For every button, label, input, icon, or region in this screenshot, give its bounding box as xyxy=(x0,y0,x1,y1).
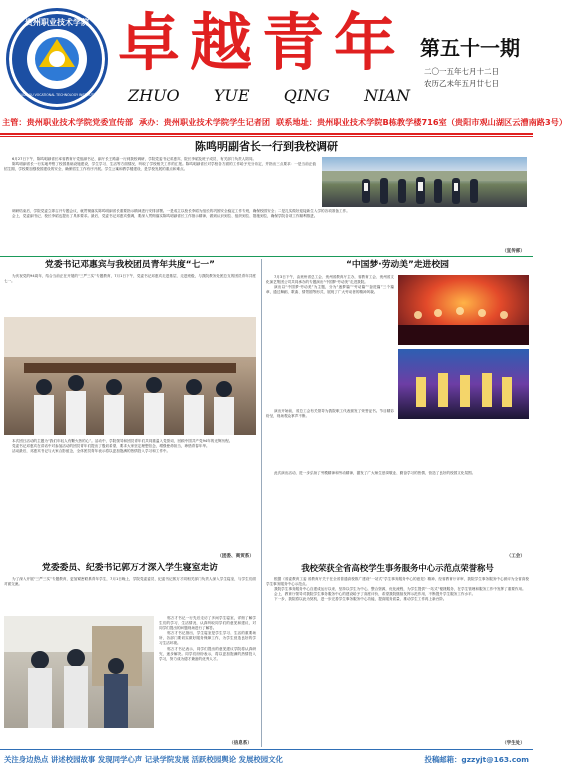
lead-article-body-bottom xyxy=(4,209,529,219)
exam-paragraph: 郭万才书记表示，同学们提出的意见建议学院将认真研究，逐步解决。同学们纷纷表示，将以更加饱满的热情投入学习，努力成为德才兼备的优秀人才。 xyxy=(159,646,256,661)
issue-number: 第五十一期 xyxy=(420,36,520,60)
exam-paragraph: 为了深入开展“三严三实”专题教育，更加紧密联系青年学生，7月1日晚上，学院党委委员、纪委书记郭万才同相关部门负责人深入学生寝室，与学生们面对面交流。 xyxy=(4,577,256,587)
service-paragraph: 根据《省委教育工委 省教育厅关于在全省普通高校推广建设“一站式”学生事务服务中心的意见》精神，经省教育厅评审，我院学生事务服务中心被评为全省高校学生事务服务中心示范点。 xyxy=(266,577,529,587)
info-contact: 联系地址：贵州职业技术学院B栋教学楼716室（贵阳市观山湖区云漕南路3号） xyxy=(276,116,567,127)
school-logo-text: 贵州职业技术学院 xyxy=(25,18,89,27)
party-body xyxy=(4,439,256,454)
exam-article xyxy=(4,562,256,746)
china-dream-article xyxy=(266,259,529,561)
party-headline: 党委书记邓惠宾与我校团员青年共度“七一” xyxy=(45,260,215,270)
china-dream-body-top xyxy=(266,275,394,295)
footer-rule xyxy=(0,749,533,750)
lead-paragraph: 6月27日下午，陈鸣明副省长率省教育厅党组副书记、副厅长王路嘉一行到我校调研，学院党委书记邓惠宾、院长李昭及班子成员、有关部门负责人陪同。 xyxy=(12,157,257,161)
service-credit: （学生处） xyxy=(502,741,525,746)
china-dream-body-mid xyxy=(266,409,394,419)
pinyin-4: NIAN xyxy=(364,86,410,105)
info-bar xyxy=(0,113,567,131)
china-dream-body-bottom xyxy=(266,471,529,476)
masthead-title: 卓越青年 xyxy=(117,6,406,79)
party-paragraph: 本次团日活动的主题为“我们年轻人有颗火热的心”。活动中，学院领导和团员青年们共同重温入党誓词，回顾中国共产党94年的光辉历程。 xyxy=(12,439,233,443)
header-rule-thin xyxy=(0,136,533,137)
party-paragraph: 党委书记邓惠宾在讲话中对参加活动的团员青年们提出了殷切希望，要求大家坚定理想信念，增强使命担当，珍惜青春年华。 xyxy=(12,444,210,449)
party-paragraph: 为庆祝党的94周年，结合当前正在开展的“三严三实”专题教育，7月1日下午，党委书记邓惠宾走进基层、走进班级，与我院教务处团总支的团员青年共度七一。 xyxy=(4,274,256,284)
china-dream-paragraph: 此次演出活动，进一步弘扬了劳模精神和劳动精神，激发了广大师生爱岗敬业、勤奋学习的热情，营造了良好的校园文化氛围。 xyxy=(274,471,476,475)
info-organizer: 承办：贵州职业技术学院学生记者团 xyxy=(139,116,271,127)
china-dream-photo-stage xyxy=(398,275,529,345)
china-dream-paragraph: 演出开始前，省总工会有关领导为我院职工代表颁发了荣誉证书。节目精彩纷呈，现场观众掌声不断。 xyxy=(266,409,394,419)
footer-email: 投稿邮箱：gzzyjt@163.com xyxy=(424,754,529,764)
exam-photo xyxy=(4,616,154,728)
masthead-pinyin xyxy=(128,86,410,105)
issue-date: 二〇一五年七月十二日 xyxy=(424,67,499,76)
china-dream-paragraph: 7月3日下午，由贵州省总工会、贵州省教育厅主办，省教育工会、贵州省文化演艺集团公司共同承办的专题演出“中国梦·劳动美”走进我院。 xyxy=(266,275,394,285)
party-article xyxy=(4,259,256,561)
lead-paragraph: 调研结束后，学院党委立即召开专题会议，就贯彻落实陈鸣明副省长重要指示精神进行安排部署。一是成立以校长李昭为组长的巩固安全稳定工作专班，确保校园安全；二是扎实做好迎接新生入学的各项准备工作。 xyxy=(12,209,350,213)
lead-article xyxy=(4,139,529,255)
footer xyxy=(0,751,533,767)
china-dream-credit: （工会） xyxy=(506,554,525,559)
school-logo xyxy=(6,8,108,110)
exam-paragraph: 郭万才书记一行先后走访了多间学生寝室，详细了解学生们的学习、生活情况，认真听取同学们的意见和建议，对同学们提出的问题现场进行了解答。 xyxy=(159,616,256,631)
section-rule xyxy=(0,256,533,257)
service-paragraph: 下一步，我院将以此为契机，进一步完善学生事务服务中心功能，提高服务质量，推动学生工作再上新台阶。 xyxy=(274,597,447,602)
info-host: 主管：贵州职业技术学院党委宣传部 xyxy=(2,116,134,127)
pinyin-2: YUE xyxy=(213,86,250,105)
china-dream-photo-performers xyxy=(398,349,529,419)
china-dream-headline: “中国梦·劳动美”走进校园 xyxy=(346,260,449,270)
exam-headline: 党委委员、纪委书记郭万才深入学生寝室走访 xyxy=(42,563,218,573)
party-photo xyxy=(4,317,256,435)
party-paragraph: 活动最后，邓惠宾书记与大家合影留念，全体团员青年表示将以更加饱满的热情投入学习和工作中。 xyxy=(12,449,171,454)
footer-slogan: 关注身边热点 讲述校园故事 发现同学心声 记录学院发展 活跃校园舆论 发展校园文化 xyxy=(4,754,283,764)
exam-credit: （信息系） xyxy=(229,741,252,746)
lead-article-body-top xyxy=(4,157,316,172)
issue-lunar-date: 农历乙未年五月廿七日 xyxy=(424,79,499,88)
party-credit: （团委、商贸系） xyxy=(217,554,254,559)
exam-body-side xyxy=(159,616,256,662)
service-paragraph: 我院学生事务服务中心自建成运行以来，坚持以学生为中心，整合资源，优化流程，为学生提供“一站式”便捷服务，在学生管理和服务工作中发挥了重要作用。 xyxy=(274,587,526,592)
lead-photo xyxy=(322,157,527,207)
lead-credit: （宣传部） xyxy=(502,249,525,254)
service-article xyxy=(266,562,529,746)
pinyin-3: QING xyxy=(283,86,330,105)
exam-paragraph: 郭万才书记指出，学生寝室是学生学习、生活的重要场所，各部门要切实做好服务保障工作，为学生营造良好的学习生活环境。 xyxy=(159,631,256,646)
school-logo-english: GUIZHOU VOCATIONAL TECHNOLOGY INSTITUTE xyxy=(18,93,96,97)
lead-paragraph: 会上，党委副书记、校长李昭也提出了具体要求。最后，党委书记邓惠宾强调，要深入贯彻落实陈鸣明副省长工作指示精神，做到认识到位、组织到位、措施到位，确保学院各项工作顺利推进。 xyxy=(12,214,318,219)
column-divider xyxy=(261,259,262,747)
china-dream-paragraph: 演出以“中国梦·劳动美”为主题，分为“逐梦篇”“劳动篇”“奋进篇”三个篇章，通过舞蹈、歌曲、情景剧等形式，展现了广大劳动者的精神风貌。 xyxy=(266,285,394,295)
lead-headline: 陈鸣明副省长一行到我校调研 xyxy=(195,140,338,153)
service-paragraph: 会上，教育厅领导对我院学生事务服务中心的建设给予了高度评价，希望我院继续发挥示范作用，不断提升学生服务工作水平。 xyxy=(274,592,476,597)
pinyin-1: ZHUO xyxy=(128,86,180,105)
masthead xyxy=(0,0,533,112)
service-headline: 我校荣获全省高校学生事务服务中心示范点荣誉称号 xyxy=(301,563,494,573)
lead-paragraph: 陈鸣明副省长一行实地考察了校园基础设施建设，学生学习、生活等方面情况，听取了学校相关工作的汇报。陈鸣明副省长对学校各方面的工作给予充分肯定，并指出三点要求：一是当前正值招生期，学校要加强校园建设的安全，确保招生工作有序开展。学生公寓和教学楼建设，是学校发展的重点和难点。 xyxy=(4,162,316,172)
header-rule xyxy=(0,133,533,135)
